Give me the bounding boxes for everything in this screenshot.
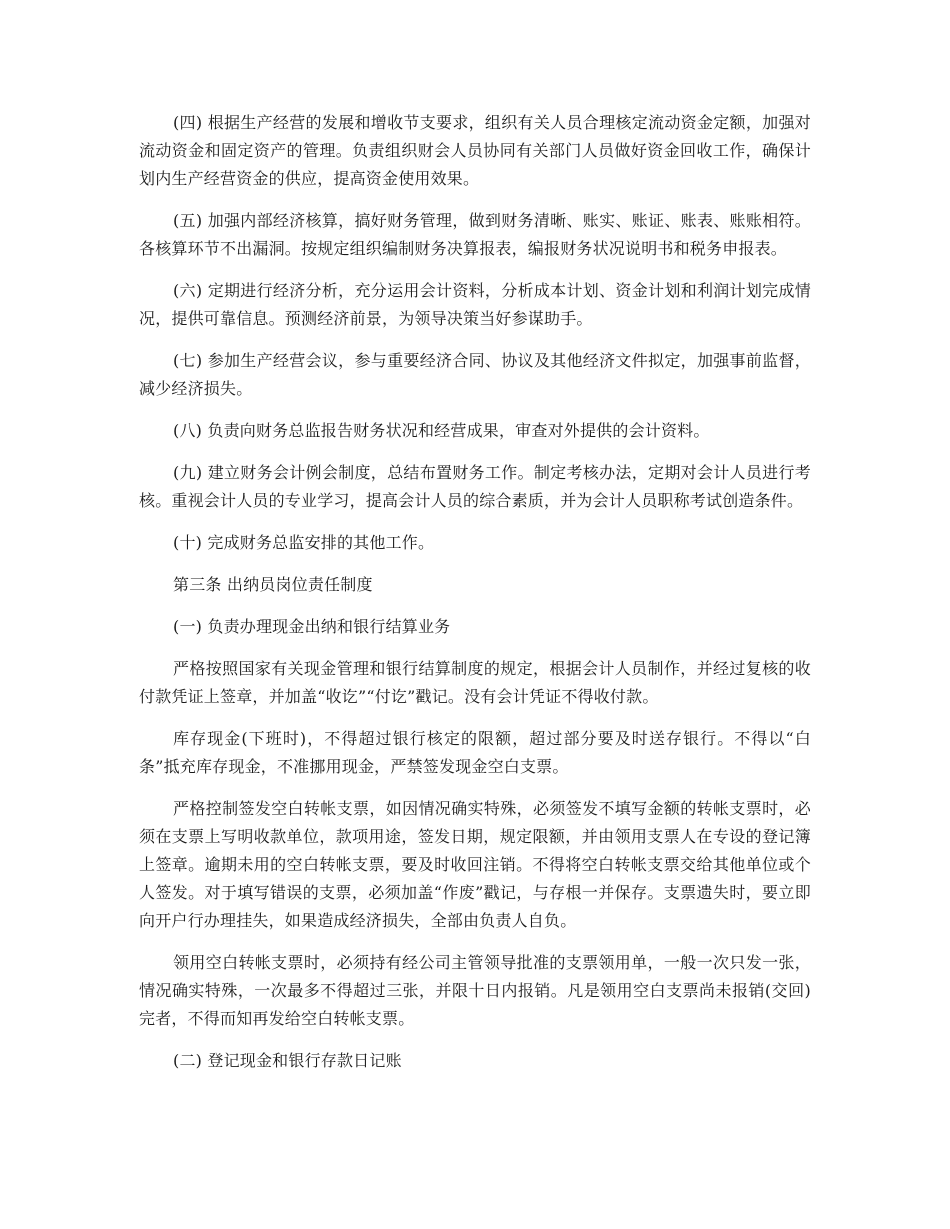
paragraph-item-6: (六) 定期进行经济分析，充分运用会计资料，分析成本计划、资金计划和利润计划完成情况，提供可靠信息。预测经济前景，为领导决策当好参谋助手。 [139, 281, 811, 328]
paragraph-cash-limit: 库存现金(下班时)，不得超过银行核定的限额，超过部分要及时送存银行。不得以“白条”抵充库存现金，不准挪用现金，严禁签发现金空白支票。 [139, 729, 811, 776]
paragraph-item-5: (五) 加强内部经济核算，搞好财务管理，做到财务清晰、账实、账证、账表、账账相符。各核算环节不出漏洞。按规定组织编制财务决算报表，编报财务状况说明书和税务申报表。 [139, 211, 811, 258]
paragraph-item-9: (九) 建立财务会计例会制度，总结布置财务工作。制定考核办法，定期对会计人员进行考核。重视会计人员的专业学习，提高会计人员的综合素质，并为会计人员职称考试创造条件。 [139, 463, 811, 510]
paragraph-blank-cheque-issue: 领用空白转帐支票时，必须持有经公司主管领导批准的支票领用单，一般一次只发一张，情况确实特殊，一次最多不得超过三张，并限十日内报销。凡是领用空白支票尚未报销(交回)完者，不得而知再发给空白转帐支票。 [139, 953, 811, 1028]
paragraph-item-10: (十) 完成财务总监安排的其他工作。 [173, 533, 435, 552]
section-heading-article-3: 第三条 出纳员岗位责任制度 [173, 575, 373, 594]
subsection-heading-2: (二) 登记现金和银行存款日记账 [173, 1051, 402, 1070]
paragraph-blank-cheque-control: 严格控制签发空白转帐支票，如因情况确实特殊，必须签发不填写金额的转帐支票时，必须在支票上写明收款单位，款项用途，签发日期，规定限额，并由领用支票人在专设的登记簿上签章。逾期未用的空白转帐支票，要及时收回注销。不得将空白转帐支票交给其他单位或个人签发。对于填写错误的支票，必须加盖“作废”戳记，与存根一并保存。支票遗失时，要立即向开户行办理挂失，如果造成经济损失，全部由负责人自负。 [139, 799, 811, 930]
paragraph-cash-rules: 严格按照国家有关现金管理和银行结算制度的规定，根据会计人员制作，并经过复核的收付款凭证上签章，并加盖“收讫”“付讫”戳记。没有会计凭证不得收付款。 [139, 659, 811, 706]
paragraph-item-8: (八) 负责向财务总监报告财务状况和经营成果，审查对外提供的会计资料。 [173, 421, 710, 440]
paragraph-item-4: (四) 根据生产经营的发展和增收节支要求，组织有关人员合理核定流动资金定额，加强对流动资金和固定资产的管理。负责组织财会人员协同有关部门人员做好资金回收工作，确保计划内生产经营资金的供应，提高资金使用效果。 [139, 113, 811, 188]
subsection-heading-1: (一) 负责办理现金出纳和银行结算业务 [173, 617, 451, 636]
paragraph-item-7: (七) 参加生产经营会议，参与重要经济合同、协议及其他经济文件拟定，加强事前监督，减少经济损失。 [139, 351, 811, 398]
document-page [139, 109, 811, 1089]
